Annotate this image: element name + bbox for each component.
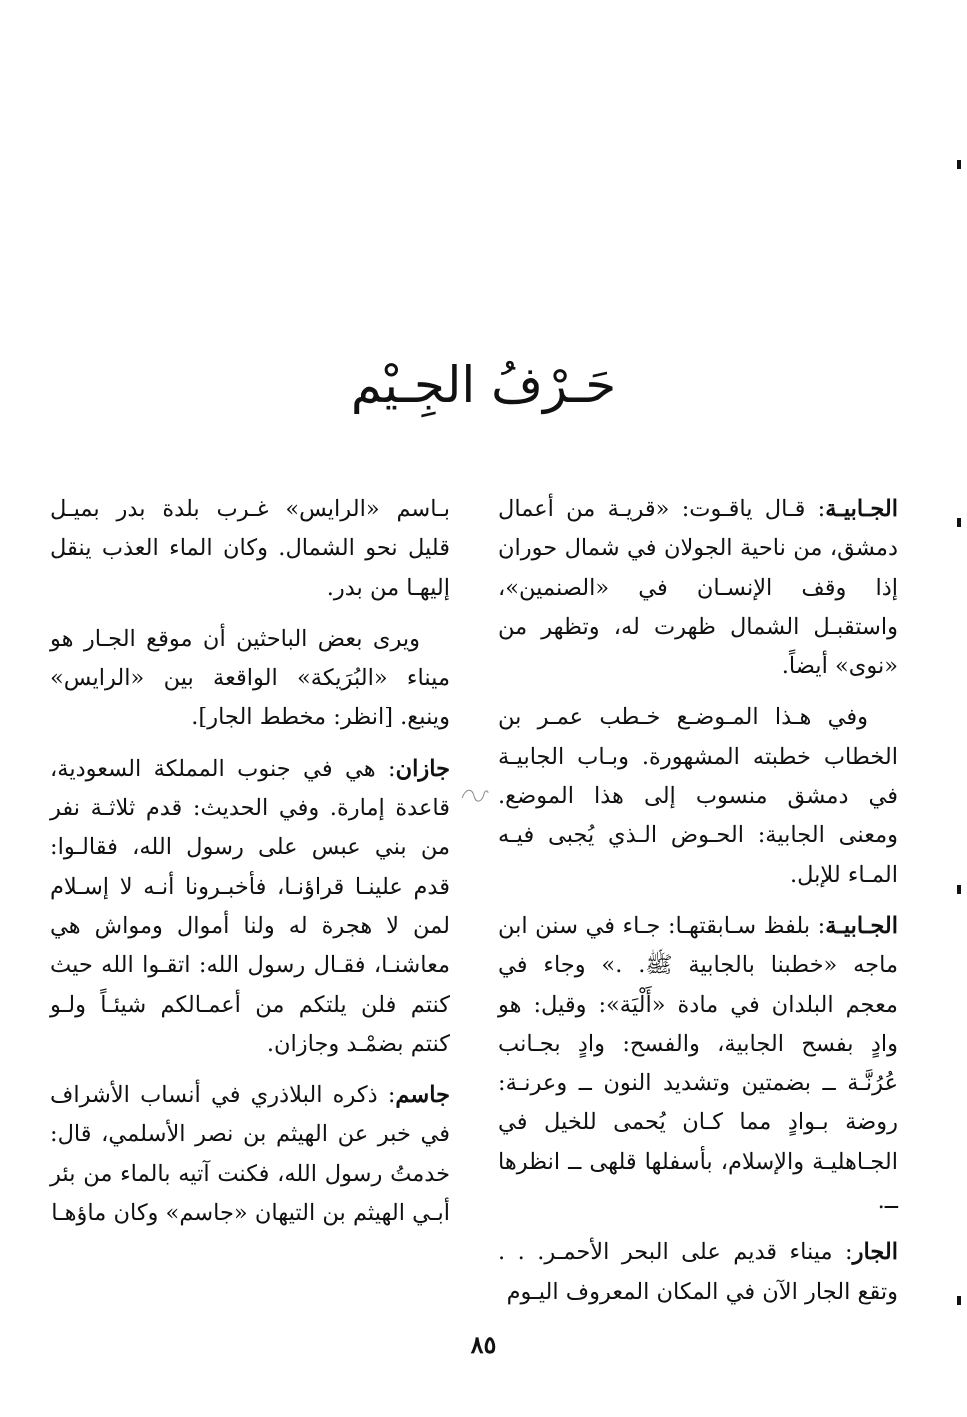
entry-text: : بلفظ سـابقتهـا: جـاء في سنن ابن ماجه «خطبنا بالجابية ﷺ. .» وجاء في معجم البلدان في مادة «أَلْيَة»: وقيل: هو وادٍ بفسح الجابية، والفسح: وادٍ بجـانب عُرُنَّـة ــ بضمتين وتشديد النون ــ وعرنـة: روضة بـوادٍ مما كـان يُحمى للخيل في الجـاهليـة والإسلام، بأسفلها قلهى ــ انظرها ــ. — [498, 912, 898, 1215]
entry-headword: جاسم — [395, 1082, 450, 1109]
page-number: ٨٥ — [470, 1330, 497, 1359]
entry-text: ويرى بعض الباحثين أن موقع الجـار هو ميناء «البُرَيكة» الواقعة بين «الرايس» وينبع. [انظر: مخطط الجار]. — [50, 625, 450, 731]
entry-jasim — [50, 1076, 450, 1233]
entry-headword: الجـابيـة — [825, 496, 898, 522]
entry-al-jar-continued — [50, 490, 450, 608]
entry-text: بـاسم «الرايس» غـرب بلدة بدر بميـل قليل نحو الشمال. وكان الماء العذب ينقل إليهـا من بدر. — [50, 496, 450, 601]
entry-text: وفي هـذا المـوضـع خـطب عمـر بن الخطاب خطبته المشهورة. وبـاب الجابيـة في دمشق منسوب إلى هذا الموضع. ومعنى الجابية: الحـوض الـذي يُجبى فيـه المـاء للإبل. — [498, 704, 898, 888]
entry-al-jabiya-2 — [498, 907, 898, 1221]
right-column — [498, 490, 898, 1324]
entry-al-jabiya-1 — [498, 490, 898, 686]
left-column — [50, 490, 450, 1245]
scan-edge-mark — [957, 160, 961, 169]
entry-text: : قـال ياقـوت: «قريـة من أعمال دمشق، من ناحية الجولان في شمال حوران إذا وقف الإنسـان في «الصنمين»، واستقبـل الشمال ظهرت له، وتظهر من «نوى» أيضاً. — [498, 496, 898, 680]
entry-jazan — [50, 750, 450, 1064]
entry-al-jar — [498, 1233, 898, 1312]
entry-text: : هي في جنوب المملكة السعودية، قاعدة إمارة. وفي الحديث: قدم ثلاثـة نفر من بني عبس على رسول الله، فقالـوا: قدم علينـا قراؤنـا، فأخبـرونا أنـه لا إسـلام لمن لا هجرة له ولنا أموال ومواش هي معاشنـا، فقـال رسول الله: اتقـوا الله حيث كنتم فلن يلتكم من أعمـالكم شيئـاً ولـو كنتم بضمْـد وجازان. — [50, 755, 450, 1057]
entry-headword: الجار — [852, 1239, 898, 1266]
entry-al-jabiya-1-continued — [498, 698, 898, 894]
entry-headword: جازان — [395, 755, 450, 782]
ornament-flourish-icon — [460, 784, 490, 806]
scan-edge-mark — [957, 518, 961, 527]
chapter-title: حَـرْفُ الجِـيْم — [350, 356, 617, 414]
scan-edge-mark — [957, 1296, 961, 1305]
entry-headword: الجـابيـة — [825, 912, 898, 939]
entry-text: : ذكره البلاذري في أنساب الأشراف في خبر عن الهيثم بن نصر الأسلمي، قال: خدمتُ رسول الله، فكنت آتيه بالماء من بئر أبـي الهيثم بن التيهان «جاسم» وكان ماؤهـا — [50, 1082, 450, 1227]
entry-text: : ميناء قديم على البحر الأحمـر. . . وتقع الجار الآن في المكان المعروف اليـوم — [498, 1239, 898, 1305]
entry-al-jar-location-note — [50, 620, 450, 738]
scan-edge-mark — [957, 885, 961, 894]
